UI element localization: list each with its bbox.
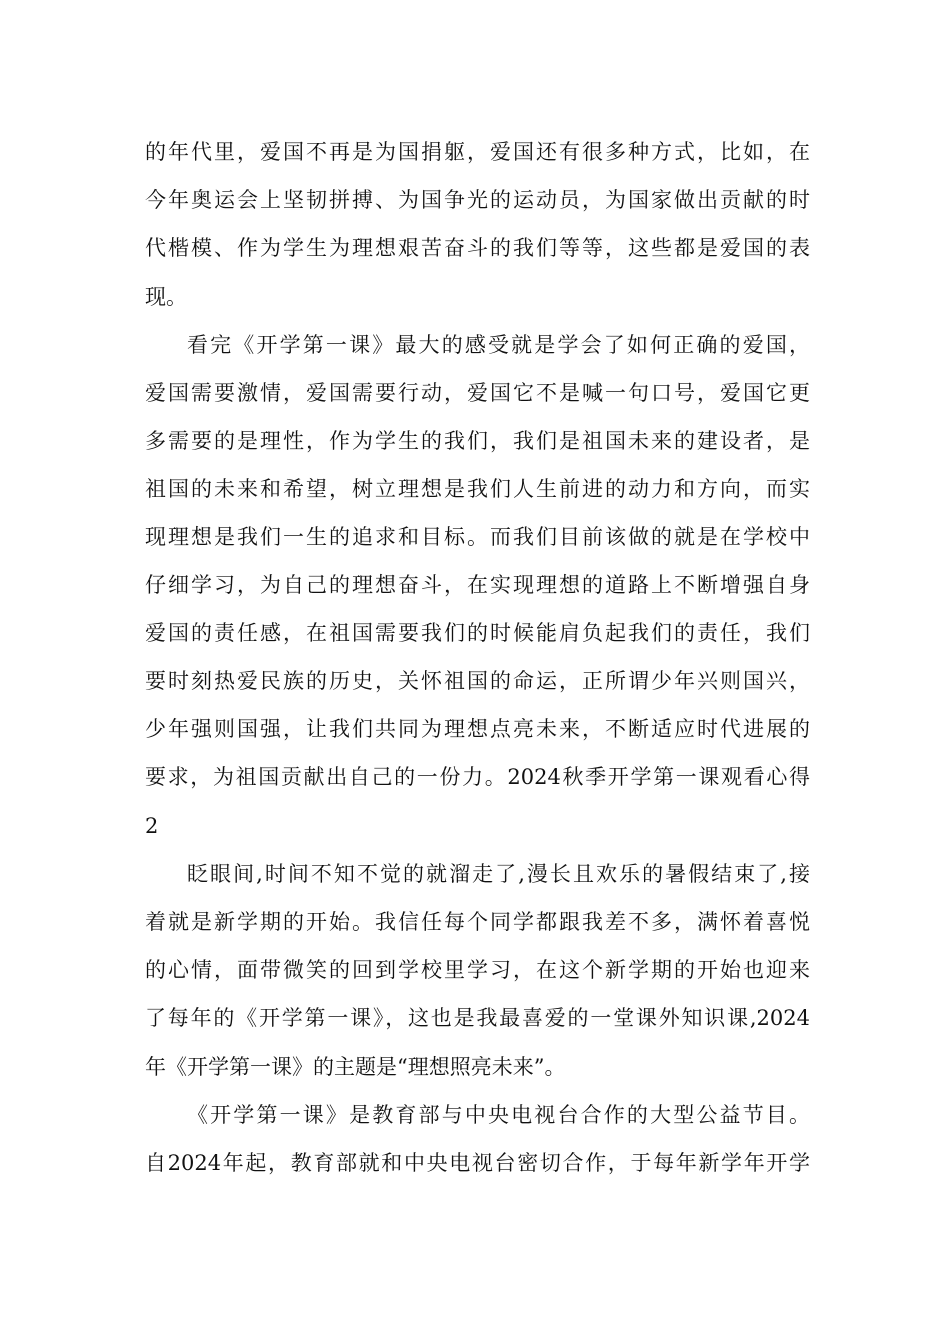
paragraph-first-line: 《开学第一课》是教育部与中央电视台合作的大型公益节目。 <box>187 1103 810 1127</box>
text-line: 了每年的《开学第一课》，这也是我最喜爱的一堂课外知识课,2024 <box>145 1006 810 1030</box>
text-line: 自2024年起，教育部就和中央电视台密切合作，于每年新学年开学 <box>145 1151 810 1175</box>
text-line: 少年强则国强，让我们共同为理想点亮未来，不断适应时代进展的 <box>145 717 810 741</box>
text-line: 爱国的责任感，在祖国需要我们的时候能肩负起我们的责任，我们 <box>145 621 810 645</box>
text-line: 年《开学第一课》的主题是“理想照亮未来”。 <box>145 1055 566 1079</box>
text-line: 的心情，面带微笑的回到学校里学习，在这个新学期的开始也迎来 <box>145 958 810 982</box>
paragraph-first-line: 看完《开学第一课》最大的感受就是学会了如何正确的爱国， <box>187 333 810 357</box>
text-line: 着就是新学期的开始。我信任每个同学都跟我差不多，满怀着喜悦 <box>145 910 810 934</box>
text-line: 2 <box>145 814 159 838</box>
text-line: 要求，为祖国贡献出自己的一份力。2024秋季开学第一课观看心得 <box>145 765 810 789</box>
text-line: 爱国需要激情，爱国需要行动，爱国它不是喊一句口号，爱国它更 <box>145 381 810 405</box>
text-line: 仔细学习，为自己的理想奋斗，在实现理想的道路上不断增强自身 <box>145 573 810 597</box>
text-line: 今年奥运会上坚韧拼搏、为国争光的运动员，为国家做出贡献的时 <box>145 188 810 212</box>
text-line: 祖国的未来和希望，树立理想是我们人生前进的动力和方向，而实 <box>145 477 810 501</box>
text-line: 现。 <box>145 285 187 309</box>
text-line: 的年代里，爱国不再是为国捐躯，爱国还有很多种方式，比如，在 <box>145 140 810 164</box>
text-line: 多需要的是理性，作为学生的我们，我们是祖国未来的建设者，是 <box>145 429 810 453</box>
text-line: 代楷模、作为学生为理想艰苦奋斗的我们等等，这些都是爱国的表 <box>145 236 810 260</box>
text-line: 现理想是我们一生的追求和目标。而我们目前该做的就是在学校中 <box>145 525 810 549</box>
text-line: 要时刻热爱民族的历史，关怀祖国的命运，正所谓少年兴则国兴， <box>145 669 810 693</box>
paragraph-first-line: 眨眼间,时间不知不觉的就溜走了,漫长且欢乐的暑假结束了,接 <box>187 862 810 886</box>
